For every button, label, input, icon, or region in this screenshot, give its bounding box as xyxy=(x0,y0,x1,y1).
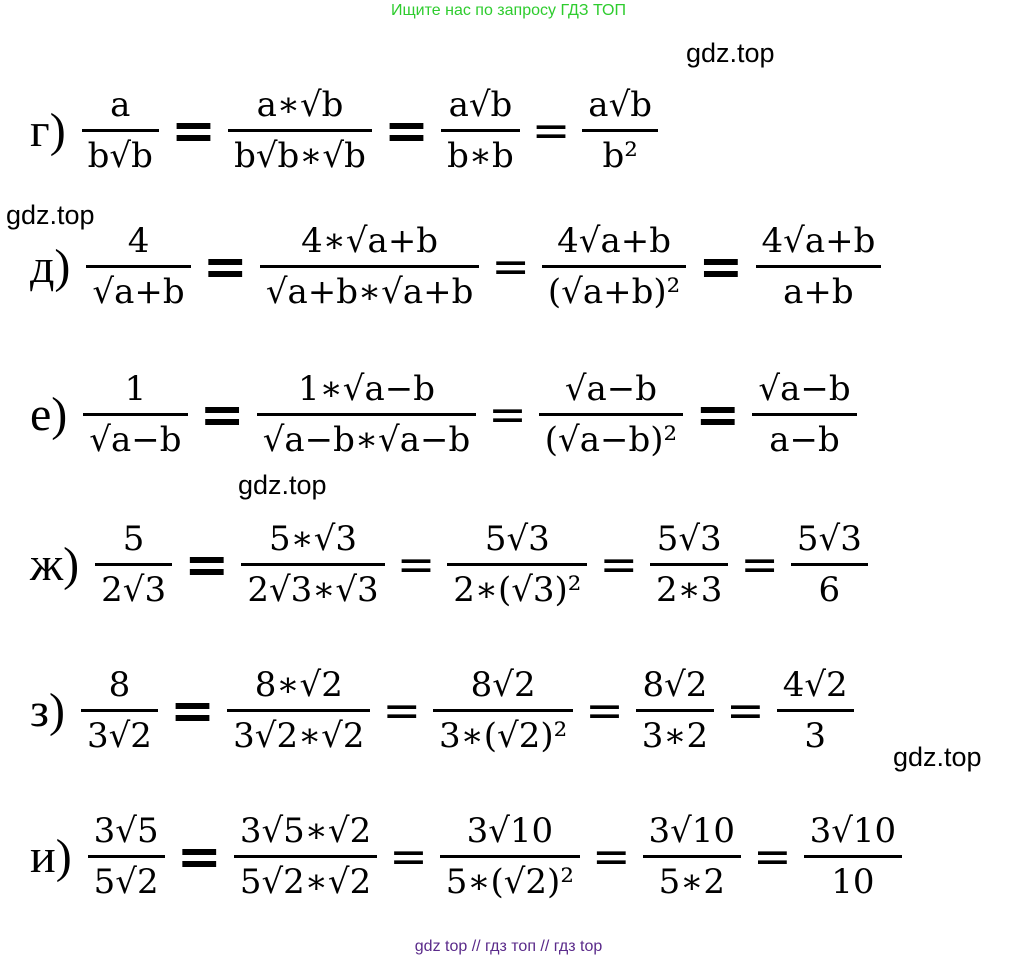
numerator: 1∗√a−b xyxy=(298,368,435,409)
denominator: 5√2∗√2 xyxy=(239,861,372,902)
equation-row-zh xyxy=(30,494,874,634)
denominator: √a−b xyxy=(89,419,182,460)
fraction xyxy=(95,517,172,612)
fraction xyxy=(257,367,477,462)
watermark: gdz.top xyxy=(6,200,95,230)
equals-sign: = xyxy=(389,829,428,883)
equation-row-i xyxy=(30,786,908,926)
top-banner: Ищите нас по запросу ГДЗ ТОП xyxy=(391,2,626,19)
denominator: a−b xyxy=(769,419,840,460)
equals-sign: = xyxy=(184,532,230,596)
numerator: 4√a+b xyxy=(761,220,876,261)
fraction xyxy=(260,219,480,314)
denominator: √a−b∗√a−b xyxy=(262,419,471,460)
equals-sign: = xyxy=(726,683,765,737)
equals-sign: = xyxy=(396,537,436,591)
row-label: ж) xyxy=(30,537,80,591)
watermark: gdz.top xyxy=(893,742,982,772)
equals-sign: = xyxy=(202,234,248,298)
denominator: 2√3∗√3 xyxy=(247,569,379,610)
fraction xyxy=(756,219,882,314)
numerator: a√b xyxy=(588,84,652,125)
fraction xyxy=(234,809,377,904)
row-label: и) xyxy=(30,829,72,883)
equals-sign: = xyxy=(488,387,527,441)
numerator: a∗√b xyxy=(256,84,344,125)
fraction xyxy=(539,367,683,462)
denominator: 3√2∗√2 xyxy=(233,715,365,756)
denominator: 3 xyxy=(804,715,826,756)
denominator: 5∗2 xyxy=(658,861,725,902)
denominator: a+b xyxy=(783,271,854,312)
equals-sign: = xyxy=(169,678,216,742)
fraction xyxy=(804,809,903,904)
fraction xyxy=(582,83,658,178)
numerator: 4√a+b xyxy=(557,220,671,261)
fraction xyxy=(447,517,587,612)
equals-sign: = xyxy=(599,537,638,591)
fraction xyxy=(241,517,384,612)
equation-row-d xyxy=(30,196,887,336)
numerator: 8 xyxy=(108,664,131,705)
numerator: 3√5 xyxy=(93,810,159,851)
numerator: 3√5∗√2 xyxy=(239,810,372,851)
row-label: е) xyxy=(30,387,68,441)
denominator: b√b xyxy=(87,135,153,176)
denominator: 2∗(√3)² xyxy=(453,569,582,610)
numerator: 8∗√2 xyxy=(254,664,343,705)
equals-sign: = xyxy=(695,382,741,446)
row-label: г) xyxy=(30,103,66,157)
denominator: b² xyxy=(602,135,638,176)
numerator: 8√2 xyxy=(470,664,536,705)
denominator: √a+b xyxy=(92,271,185,312)
denominator: 5√2 xyxy=(93,861,159,902)
fraction xyxy=(441,83,520,178)
equals-sign: = xyxy=(382,683,422,737)
fraction xyxy=(791,517,868,612)
fraction xyxy=(81,663,158,758)
denominator: 3√2 xyxy=(86,715,152,756)
fraction xyxy=(752,367,856,462)
fraction xyxy=(650,517,728,612)
denominator: b∗b xyxy=(447,135,514,176)
numerator: a√b xyxy=(448,84,513,125)
numerator: 5√3 xyxy=(796,518,862,559)
row-label: д) xyxy=(30,239,71,293)
equals-sign: = xyxy=(585,683,624,737)
fraction xyxy=(83,367,187,462)
footer-links: gdz top // гдз топ // гдз top xyxy=(414,938,603,955)
numerator: 5√3 xyxy=(484,518,550,559)
fraction xyxy=(82,83,159,178)
denominator: 2√3 xyxy=(101,569,167,610)
denominator: 10 xyxy=(831,861,875,902)
fraction xyxy=(433,663,573,758)
equation-row-z xyxy=(30,640,860,780)
fraction xyxy=(636,663,714,758)
numerator: 5∗√3 xyxy=(268,518,358,559)
denominator: 5∗(√2)² xyxy=(445,861,574,902)
row-label: з) xyxy=(30,683,65,737)
equation-row-g xyxy=(30,60,664,200)
numerator: √a−b xyxy=(564,368,658,409)
equals-sign: = xyxy=(199,382,245,446)
fraction xyxy=(86,219,190,314)
fraction xyxy=(440,809,580,904)
fraction xyxy=(227,663,370,758)
watermark: gdz.top xyxy=(238,470,327,500)
denominator: 6 xyxy=(818,569,841,610)
numerator: 4∗√a+b xyxy=(301,220,439,261)
equals-sign: = xyxy=(176,824,222,888)
denominator: 3∗(√2)² xyxy=(439,715,568,756)
numerator: 5√3 xyxy=(656,518,722,559)
watermark: gdz.top xyxy=(686,38,775,68)
denominator: (√a+b)² xyxy=(547,271,681,312)
numerator: a xyxy=(110,84,131,125)
equals-sign: = xyxy=(383,98,430,162)
equals-sign: = xyxy=(753,829,792,883)
fraction xyxy=(88,809,165,904)
denominator: 2∗3 xyxy=(655,569,723,610)
numerator: 4√2 xyxy=(782,664,848,705)
equals-sign: = xyxy=(591,829,631,883)
numerator: 8√2 xyxy=(642,664,708,705)
denominator: (√a−b)² xyxy=(544,419,678,460)
numerator: 3√10 xyxy=(648,810,736,851)
fraction xyxy=(643,809,742,904)
equals-sign: = xyxy=(531,103,571,157)
numerator: 3√10 xyxy=(466,810,554,851)
equals-sign: = xyxy=(170,98,217,162)
equals-sign: = xyxy=(740,537,779,591)
fraction xyxy=(777,663,854,758)
numerator: 5 xyxy=(122,518,145,559)
equation-row-e xyxy=(30,344,863,484)
fraction xyxy=(542,219,686,314)
fraction xyxy=(228,83,372,178)
denominator: 3∗2 xyxy=(641,715,709,756)
numerator: 4 xyxy=(127,220,150,261)
numerator: √a−b xyxy=(758,368,851,409)
numerator: 1 xyxy=(124,368,147,409)
equals-sign: = xyxy=(698,234,744,298)
denominator: b√b∗√b xyxy=(234,135,366,176)
equals-sign: = xyxy=(491,239,530,293)
numerator: 3√10 xyxy=(809,810,897,851)
denominator: √a+b∗√a+b xyxy=(265,271,474,312)
